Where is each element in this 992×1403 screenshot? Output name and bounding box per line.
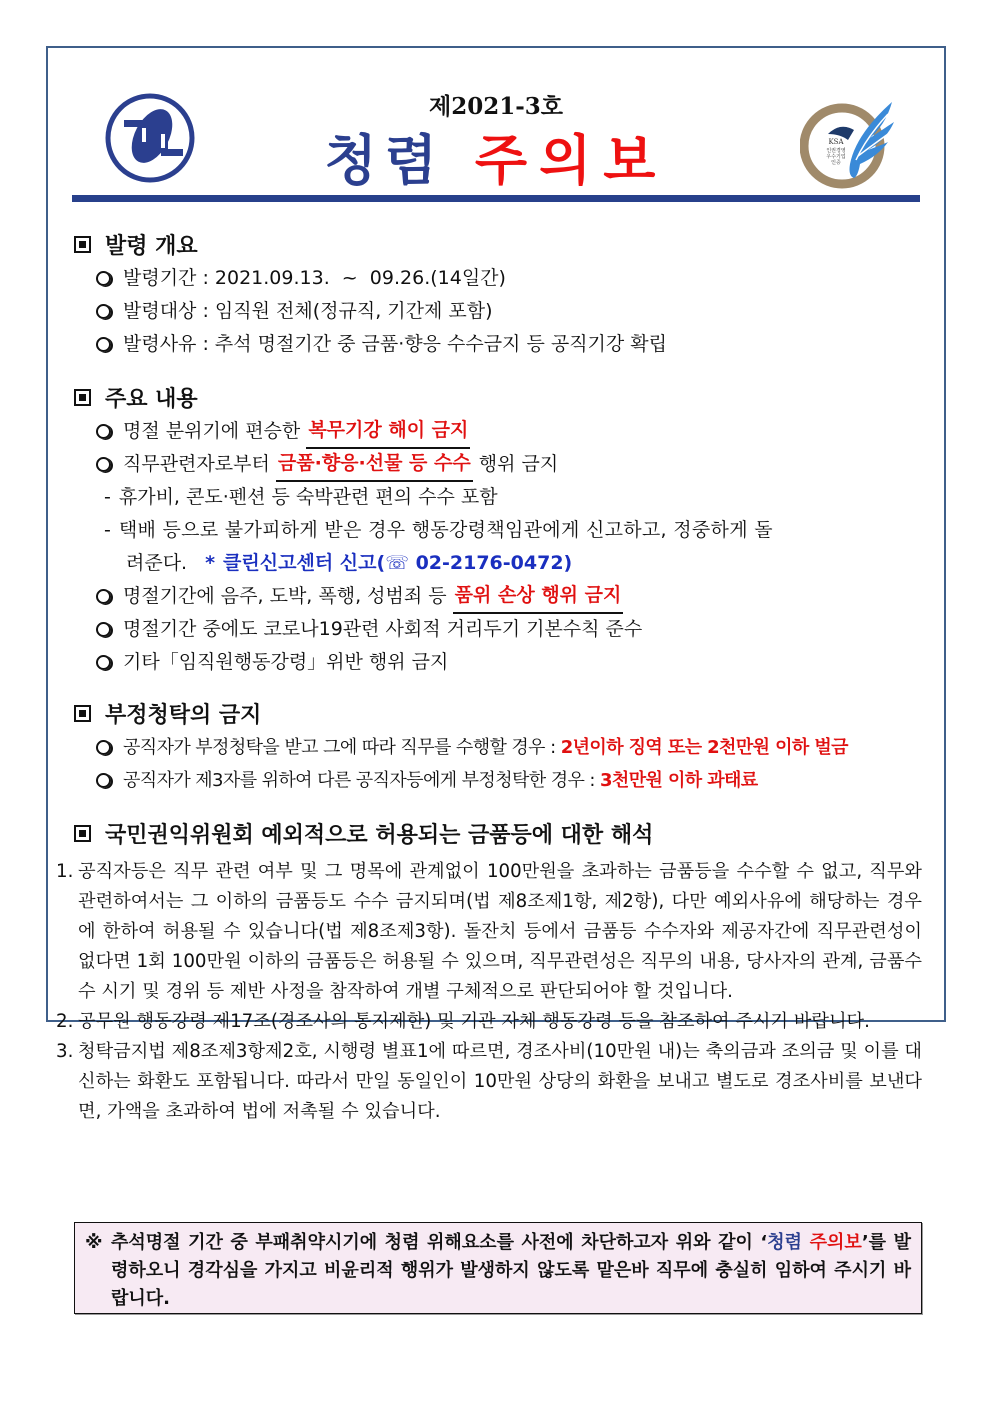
item-text: 명절 분위기에 편승한 [123,420,307,442]
square-bullet-icon [74,389,91,406]
item-text: 공직자가 부정청탁을 받고 그에 따라 직무를 수행할 경우 : [123,737,561,758]
list-item [74,613,924,646]
item-text-after: 행위 금지 [472,453,559,475]
paragraph-number: 1. [56,861,74,882]
item-separator: : [196,300,215,322]
item-value: 임직원 전체(정규직, 기간제 포함) [214,300,493,322]
circle-bullet-icon [96,740,111,755]
item-text: 택배 등으로 불가피하게 받은 경우 행동강령책임관에게 신고하고, 정중하게 돌 [118,519,773,541]
paragraph-text: 청탁금지법 제8조제3항제2호, 시행령 별표1에 따르면, 경조사비(10만원 내)는 축의금과 조의금 및 이를 대신하는 화환도 포함됩니다. 따라서 만일 동일인이 10만원 상당의 화환을 보내고 별도로 경조사비를 보낸다면, 가액을 초과하여 법에 저촉될 수 있습니다. [78,1041,922,1122]
circle-bullet-icon [96,655,111,670]
highlight-text: 품위 손상 행위 금지 [453,579,624,614]
square-bullet-icon [74,236,91,253]
section-heading [74,815,924,851]
item-text: 공직자가 제3자를 위하여 다른 공직자등에게 부정청탁한 경우 : [123,770,600,791]
penalty-text: 2년이하 징역 또는 2천만원 이하 벌금 [560,737,848,758]
issue-number: 제2021-3호 [429,93,563,120]
report-center-label: 클린신고센터 신고( [223,552,386,574]
circle-bullet-icon [96,589,111,604]
section-heading [74,695,924,731]
sub-list-item [74,514,924,547]
section-heading [74,226,924,262]
circle-bullet-icon [96,271,111,286]
svg-text:우수기업: 우수기업 [826,154,846,160]
document-frame [46,46,946,1309]
item-text: 명절기간 중에도 코로나19관련 사회적 거리두기 기본수칙 준수 [123,618,643,640]
section-heading [74,379,924,415]
list-item [74,328,924,361]
paragraph-text: 공무원 행동강령 제17조(경조사의 통지제한) 및 기관 자체 행동강령 등을 참조하여 주시기 바랍니다. [78,1011,870,1032]
notice-highlight-red: 주의보 [809,1232,862,1253]
numbered-paragraph [56,1007,922,1037]
note-star: * [205,552,216,574]
square-bullet-icon [74,825,91,842]
list-item [74,731,924,764]
dash-bullet: - [104,486,111,508]
list-item [74,646,924,679]
circle-bullet-icon [96,457,111,472]
paragraph-number: 2. [56,1011,74,1032]
section-improper-solicitation [74,695,924,797]
circle-bullet-icon [96,304,111,319]
section-heading-text: 주요 내용 [105,386,198,412]
section-main-content [74,379,924,679]
section-heading-text: 부정청탁의 금지 [105,702,262,728]
section-acrc-interpretation [56,815,924,1127]
sub-list-item-continuation [74,547,924,580]
list-item [74,448,924,481]
sub-list-item [74,481,924,514]
document-body [56,226,924,1127]
notice-text [85,1229,911,1313]
list-item [74,580,924,613]
list-item [74,415,924,448]
item-label: 발령대상 [123,300,197,322]
header-divider [72,195,920,202]
item-text: 명절기간에 음주, 도박, 폭행, 성범죄 등 [123,585,453,607]
square-bullet-icon [74,705,91,722]
item-text: 휴가비, 콘도·펜션 등 숙박관련 편의 수수 포함 [118,486,498,508]
svg-text:KSA: KSA [828,138,844,146]
item-label: 발령기간 [123,267,197,289]
notice-highlight-blue: 청렴 [767,1232,803,1253]
section-heading-text: 국민권익위원회 예외적으로 허용되는 금품등에 대한 해석 [105,822,654,848]
reference-mark-icon: ※ [85,1232,103,1253]
item-text: 기타「임직원행동강령」위반 행위 금지 [123,651,449,673]
document-header [48,48,944,208]
list-item [74,295,924,328]
notice-text-before: 추석명절 기간 중 부패취약시기에 청렴 위해요소를 사전에 차단하고자 위와 같이 ‘ [111,1232,768,1253]
list-item [74,262,924,295]
circle-bullet-icon [96,622,111,637]
phone-number[interactable]: 02-2176-0472) [408,552,573,574]
numbered-paragraph [56,857,922,1007]
notice-text-after: ’를 발령하오니 경각심을 가지고 비윤리적 행위가 발생하지 않도록 맡은바 직무에 충실히 임하여 주시기 바랍니다. [111,1232,911,1309]
highlight-text: 복무기강 해이 금지 [306,414,470,449]
item-value: 2021.09.13. ~ 09.26.(14일간) [214,267,506,289]
numbered-paragraph [56,1037,922,1127]
title-warning: 주의보 [474,128,668,192]
list-item [74,764,924,797]
section-heading-text: 발령 개요 [105,233,198,259]
paragraph-number: 3. [56,1041,74,1062]
phone-icon: ☏ [385,552,409,574]
circle-bullet-icon [96,424,111,439]
penalty-text: 3천만원 이하 과태료 [600,770,758,791]
item-text: 려준다. [126,552,188,574]
title-integrity: 청렴 [324,128,445,192]
item-label: 발령사유 [123,333,197,355]
svg-text:인증: 인증 [831,160,841,166]
svg-text:인권경영: 인권경영 [826,148,846,154]
ksa-certification-badge-icon [800,94,900,194]
item-separator: : [196,333,215,355]
section-overview [74,226,924,361]
dash-bullet: - [104,519,111,541]
item-separator: : [196,267,215,289]
item-value: 추석 명절기간 중 금품·향응 수수금지 등 공직기강 확립 [214,333,668,355]
circle-bullet-icon [96,337,111,352]
notice-box [74,1222,922,1314]
paragraph-text: 공직자등은 직무 관련 여부 및 그 명목에 관계없이 100만원을 초과하는 금품등을 수수할 수 없고, 직무와 관련하여서는 그 이하의 금품등도 수수 금지되며(법 제8조제1항, 제2항), 다만 예외사유에 해당하는 경우에 한하여 허용될 수 있습니다(법 제8조제3항). 돌잔치 등에서 금품등 수수자와 제공자간에 직무관련성이 없다면 1회 100만원 이하의 금품등은 허용될 수 있으며, 직무관련성은 직무의 내용, 당사자의 관계, 금품수수 시기 및 경위 등 제반 사정을 참작하여 개별 구체적으로 판단되어야 할 것입니다. [78,861,922,1002]
item-text: 직무관련자로부터 [123,453,276,475]
circle-bullet-icon [96,773,111,788]
highlight-text: 금품·향응·선물 등 수수 [276,447,473,482]
